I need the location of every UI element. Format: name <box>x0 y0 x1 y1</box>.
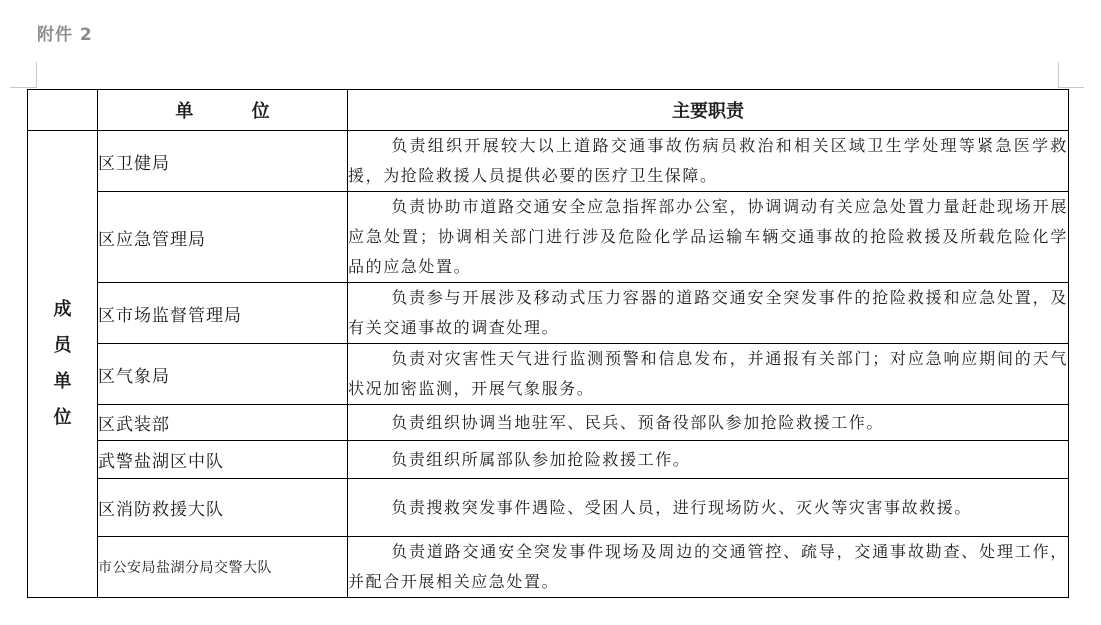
unit-name: 区市场监督管理局 <box>98 283 348 344</box>
unit-name: 区应急管理局 <box>98 192 348 283</box>
unit-name: 武警盐湖区中队 <box>98 441 348 479</box>
group-char: 成 <box>53 299 72 320</box>
unit-name: 区卫健局 <box>98 131 348 192</box>
unit-name: 市公安局盐湖分局交警大队 <box>98 537 348 598</box>
table-row <box>28 479 1069 537</box>
duty-text: 负责协助市道路交通安全应急指挥部办公室，协调调动有关应急处置力量赶赴现场开展应急处置；协调相关部门进行涉及危险化学品运输车辆交通事故的抢险救援及所载危险化学品的应急处置。 <box>348 192 1069 283</box>
duty-text: 负责对灾害性天气进行监测预警和信息发布，并通报有关部门；对应急响应期间的天气状况加密监测，开展气象服务。 <box>348 344 1069 405</box>
crop-mark-right-horizontal <box>1058 87 1084 88</box>
duty-text: 负责组织协调当地驻军、民兵、预备役部队参加抢险救援工作。 <box>348 405 1069 441</box>
table-row <box>28 192 1069 283</box>
header-group-cell <box>28 90 98 131</box>
duty-text: 负责组织所属部队参加抢险救援工作。 <box>348 441 1069 479</box>
member-unit-duty-table <box>27 89 1069 598</box>
group-char: 单 <box>53 371 72 392</box>
table-row <box>28 441 1069 479</box>
table-row <box>28 344 1069 405</box>
crop-mark-right-vertical <box>1058 62 1059 88</box>
duty-text: 负责搜救突发事件遇险、受困人员，进行现场防火、灭火等灾害事故救援。 <box>348 479 1069 537</box>
unit-name: 区气象局 <box>98 344 348 405</box>
crop-mark-left-vertical <box>36 62 37 88</box>
header-unit: 单 位 <box>98 90 348 131</box>
unit-name: 区消防救援大队 <box>98 479 348 537</box>
group-label-member-units <box>28 131 98 598</box>
duty-text: 负责参与开展涉及移动式压力容器的道路交通安全突发事件的抢险救援和应急处置，及有关交通事故的调查处理。 <box>348 283 1069 344</box>
table-row <box>28 283 1069 344</box>
group-char: 员 <box>53 335 72 356</box>
duty-text: 负责组织开展较大以上道路交通事故伤病员救治和相关区域卫生学处理等紧急医学救援，为抢险救援人员提供必要的医疗卫生保障。 <box>348 131 1069 192</box>
attachment-label: 附件 2 <box>37 25 93 45</box>
table-row <box>28 131 1069 192</box>
header-duty: 主要职责 <box>348 90 1069 131</box>
table-row <box>28 405 1069 441</box>
table-header-row <box>28 90 1069 131</box>
group-char: 位 <box>53 407 72 428</box>
table-row <box>28 537 1069 598</box>
unit-name: 区武装部 <box>98 405 348 441</box>
duty-text: 负责道路交通安全突发事件现场及周边的交通管控、疏导，交通事故勘查、处理工作，并配合开展相关应急处置。 <box>348 537 1069 598</box>
crop-mark-left-horizontal <box>10 87 36 88</box>
